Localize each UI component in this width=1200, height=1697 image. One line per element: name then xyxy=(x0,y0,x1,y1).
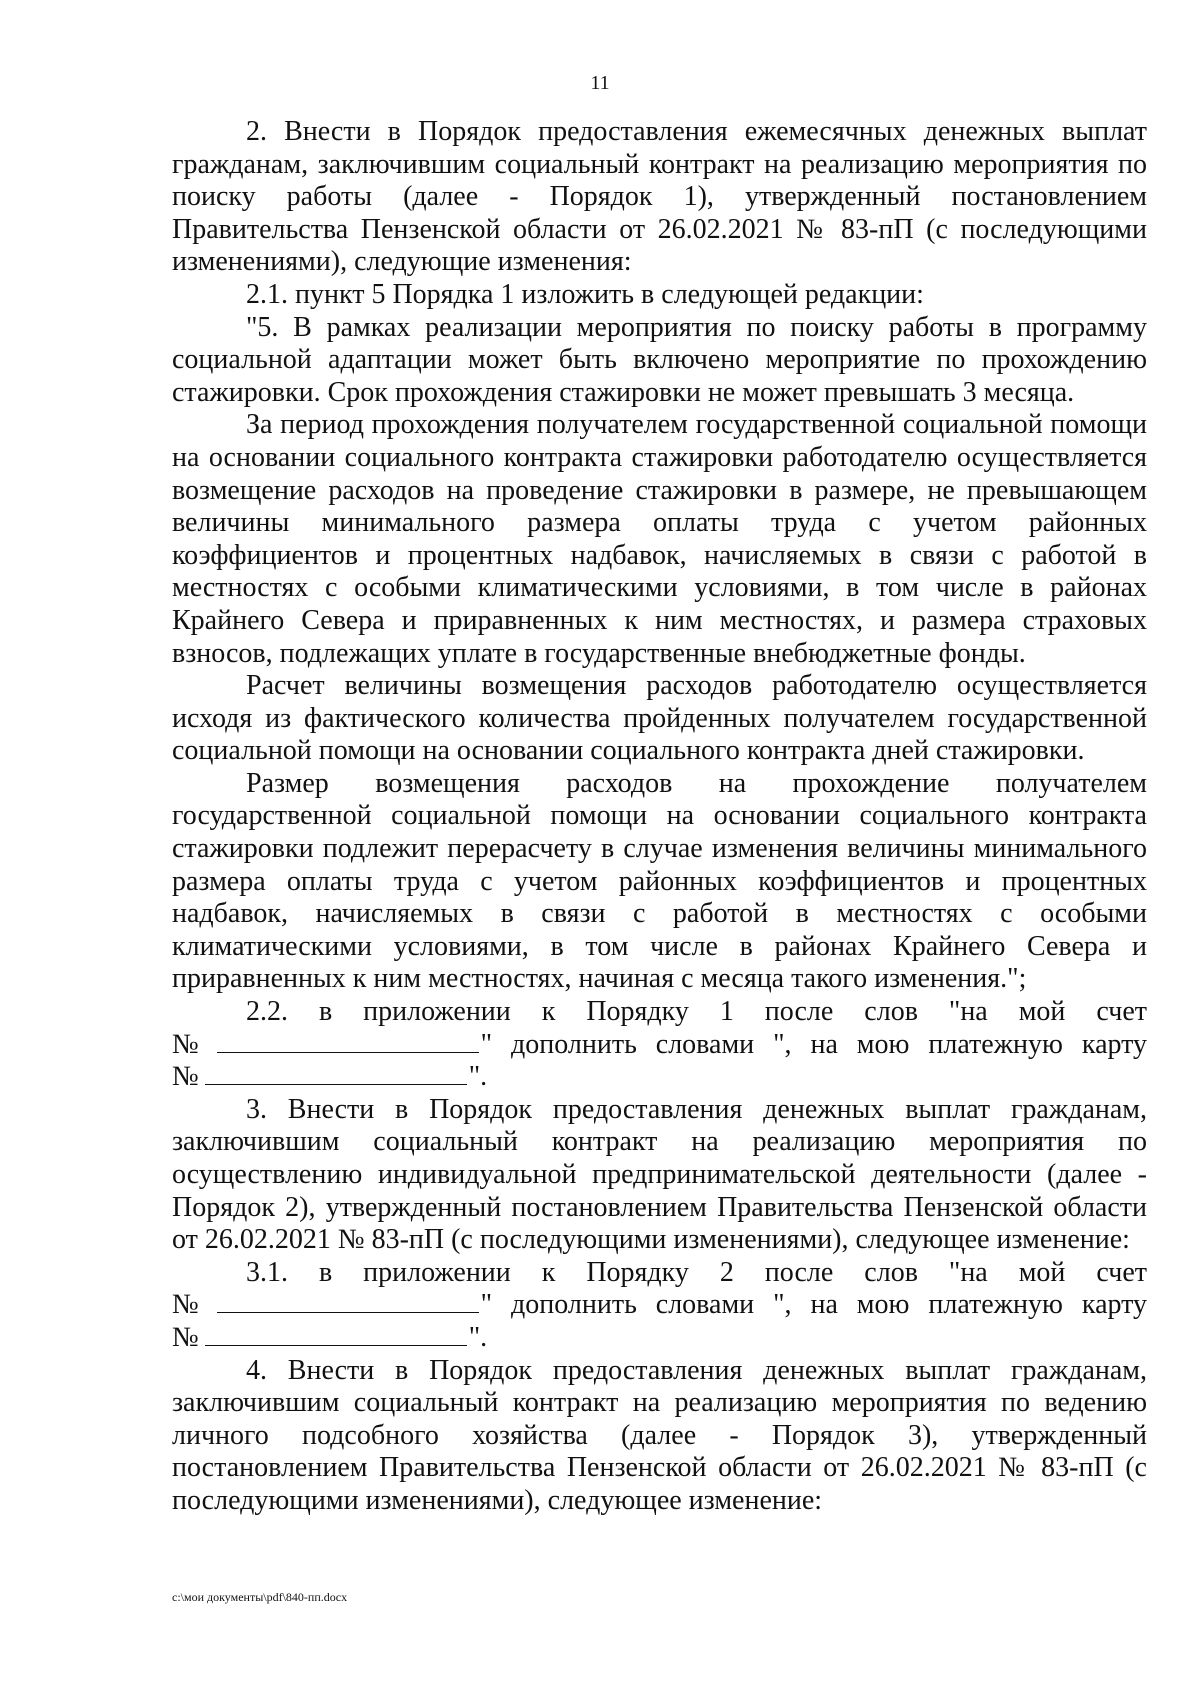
number-sign: № xyxy=(172,1061,199,1093)
item-3-1-addition-text: " дополнить словами ", на мою платежную карту xyxy=(480,1289,1147,1321)
item-2-2-addition-text: " дополнить словами ", на мою платежную карту xyxy=(480,1028,1147,1060)
account-number-blank xyxy=(217,1290,479,1313)
number-sign: № xyxy=(172,1289,211,1321)
paragraph-compensation-recalculation: Размер возмещения расходов на прохождение получателем государственной социальной помощи на основании социального контракта стажировки подлежит перерасчету в случае изменения величины минимального размера оплаты труда с учетом районных коэффициентов и процентных надбавок, начисляемых в связи с работой в местностях с особыми климатическими условиями, в том числе в районах Крайнего Севера и приравненных к ним местностях, начиная с месяца такого изменения."; xyxy=(172,767,1147,995)
card-number-blank xyxy=(205,1062,467,1085)
document-body xyxy=(172,116,1147,1518)
item-2-2 xyxy=(172,996,1147,1094)
item-3-1-line-1: 3.1. в приложении к Порядку 2 после слов "на мой счет xyxy=(246,1256,1147,1288)
paragraph-compensation-calculation: Расчет величины возмещения расходов работодателю осуществляется исходя из фактического количества пройденных получателем государственной социальной помощи на основании социального контракта дней стажировки. xyxy=(172,670,1147,767)
page-number: 11 xyxy=(590,72,610,94)
item-3-1 xyxy=(172,1257,1147,1355)
item-3-1-line-3 xyxy=(172,1322,1147,1355)
paragraph-2: 2. Внести в Порядок предоставления ежемесячных денежных выплат гражданам, заключившим социальный контракт на реализацию мероприятия по поиску работы (далее - Порядок 1), утвержденный постановлением Правительства Пензенской области от 26.02.2021 № 83-пП (с последующими изменениями), следующие изменения: xyxy=(172,116,1147,278)
number-sign: № xyxy=(172,1321,199,1353)
paragraph-compensation-period: За период прохождения получателем государственной социальной помощи на основании социального контракта стажировки работодателю осуществляется возмещение расходов на проведение стажировки в размере, не превышающем величины минимального размера оплаты труда с учетом районных коэффициентов и процентных надбавок, начисляемых в связи с работой в местностях с особыми климатическими условиями, в том числе в районах Крайнего Севера и приравненных к ним местностях, и размера страховых взносов, подлежащих уплате в государственные внебюджетные фонды. xyxy=(172,409,1147,669)
account-number-blank xyxy=(217,1030,479,1053)
item-2-2-line-3 xyxy=(172,1061,1147,1094)
closing-quote: ". xyxy=(468,1321,488,1353)
card-number-blank xyxy=(205,1323,467,1346)
paragraph-point-5: "5. В рамках реализации мероприятия по поиску работы в программу социальной адаптации может быть включено мероприятие по прохождению стажировки. Срок прохождения стажировки не может превышать 3 месяца. xyxy=(172,311,1147,408)
paragraph-3: 3. Внести в Порядок предоставления денежных выплат гражданам, заключившим социальный контракт на реализацию мероприятия по осуществлению индивидуальной предпринимательской деятельности (далее - Порядок 2), утвержденный постановлением Правительства Пензенской области от 26.02.2021 № 83-пП (с последующими изменениями), следующее изменение: xyxy=(172,1093,1147,1256)
footer-file-path: c:\мои документы\pdf\840-пп.docx xyxy=(172,1590,348,1604)
closing-quote: ". xyxy=(468,1061,488,1093)
item-2-2-line-1: 2.2. в приложении к Порядку 1 после слов "на мой счет xyxy=(246,996,1147,1028)
paragraph-4: 4. Внести в Порядок предоставления денежных выплат гражданам, заключившим социальный контракт на реализацию мероприятия по ведению личного подсобного хозяйства (далее - Порядок 3), утвержденный постановлением Правительства Пензенской области от 26.02.2021 № 83-пП (с последующими изменениями), следующее изменение: xyxy=(172,1354,1147,1516)
item-3-1-line-2 xyxy=(172,1289,1147,1322)
item-2-2-line-2 xyxy=(172,1029,1147,1062)
paragraph-2-1: 2.1. пункт 5 Порядка 1 изложить в следующей редакции: xyxy=(246,278,924,310)
number-sign: № xyxy=(172,1028,211,1060)
